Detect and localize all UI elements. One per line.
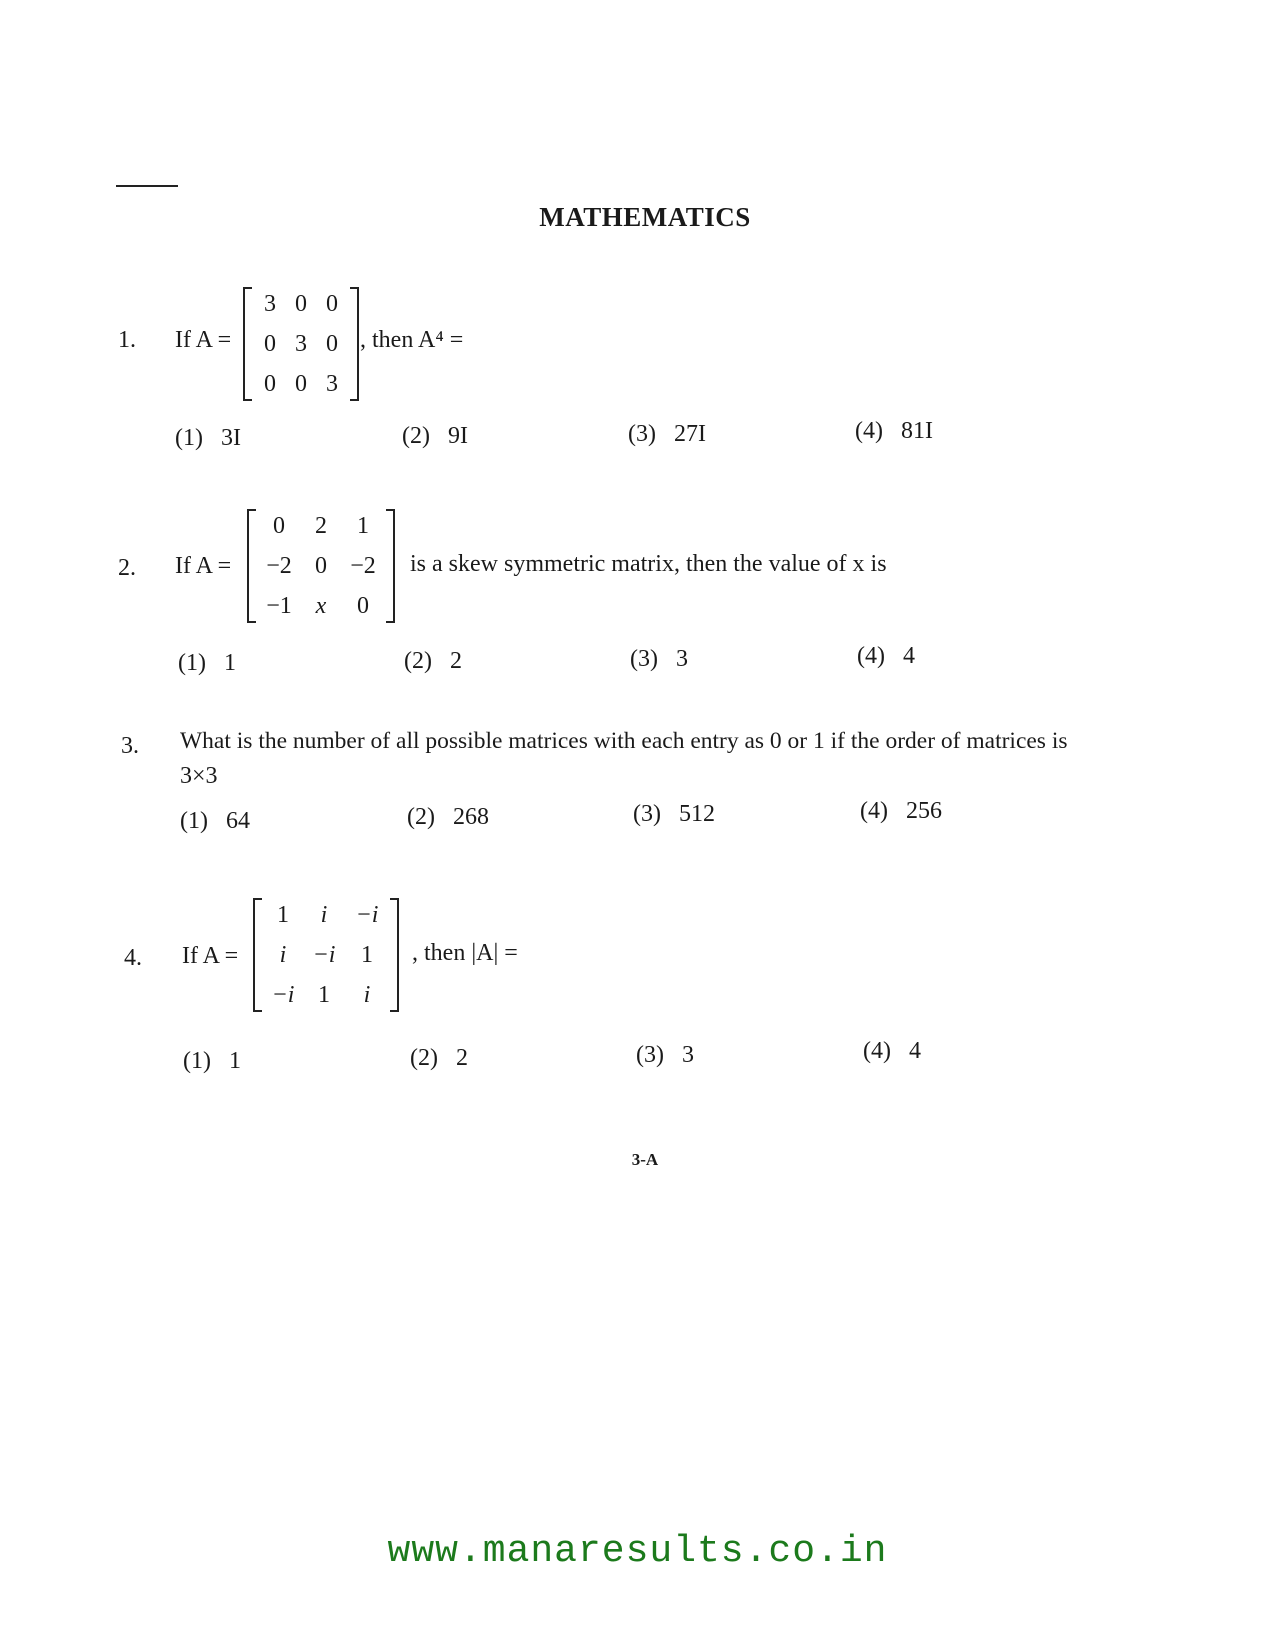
option-number: (1) [180, 808, 208, 834]
option-number: (4) [855, 418, 883, 444]
matrix-cell: x [315, 593, 327, 619]
question-4-option-3 [636, 1042, 694, 1069]
question-3-option-2 [407, 804, 489, 831]
option-value: 27I [673, 421, 706, 447]
matrix-cell: 0 [264, 331, 276, 357]
question-2-matrix [247, 509, 395, 623]
matrix-cell: 0 [264, 371, 276, 397]
matrix-cell: 2 [315, 513, 327, 539]
option-value: 81I [900, 418, 933, 444]
question-4-matrix [253, 898, 399, 1012]
option-value: 2 [449, 648, 462, 674]
option-number: (4) [857, 643, 885, 669]
option-number: (1) [183, 1048, 211, 1074]
matrix-cell: 0 [295, 371, 307, 397]
question-4-option-1 [183, 1048, 241, 1075]
question-1-option-1 [175, 425, 241, 452]
page-title: MATHEMATICS [539, 202, 751, 232]
matrix-cell: −i [312, 942, 336, 968]
question-3-option-1 [180, 808, 250, 835]
question-2-option-3 [630, 646, 688, 673]
option-value: 4 [908, 1038, 921, 1064]
option-number: (4) [863, 1038, 891, 1064]
option-number: (2) [407, 804, 435, 830]
option-number: (3) [628, 421, 656, 447]
option-value: 64 [225, 808, 250, 834]
option-value: 9I [447, 423, 468, 449]
matrix-cell: 1 [318, 982, 330, 1008]
question-1-suffix: , then A⁴ = [360, 327, 464, 353]
matrix-cell: 0 [273, 513, 285, 539]
question-1-option-3 [628, 421, 706, 448]
option-value: 1 [223, 650, 236, 676]
question-4-number: 4. [124, 945, 142, 971]
option-number: (2) [410, 1045, 438, 1071]
option-number: (3) [633, 801, 661, 827]
matrix-cell: 0 [357, 593, 369, 619]
matrix-cell: 3 [326, 371, 338, 397]
matrix-cell: −2 [350, 553, 376, 579]
question-3-number: 3. [121, 733, 139, 759]
question-2-prefix: If A = [175, 553, 232, 579]
matrix-cell: 3 [264, 291, 276, 317]
matrix-cell: i [320, 902, 328, 928]
matrix-cell: −2 [266, 553, 292, 579]
question-4-option-4 [863, 1038, 921, 1065]
matrix-cell: 3 [295, 331, 307, 357]
question-1-option-2 [402, 423, 468, 450]
question-3-option-3 [633, 801, 715, 828]
option-number: (3) [636, 1042, 664, 1068]
question-1-matrix [243, 287, 359, 401]
question-1-prefix: If A = [175, 327, 232, 353]
matrix-cell: −i [355, 902, 379, 928]
matrix-cell: 1 [357, 513, 369, 539]
matrix-cell: 1 [361, 942, 373, 968]
option-number: (2) [402, 423, 430, 449]
question-1-number: 1. [118, 327, 136, 353]
question-3-option-4 [860, 798, 942, 825]
option-number: (1) [175, 425, 203, 451]
matrix-cell: 0 [295, 291, 307, 317]
question-2-option-4 [857, 643, 915, 670]
footer-website: www.manaresults.co.in [387, 1530, 888, 1573]
question-3-text-line-2: 3×3 [180, 763, 218, 789]
option-value: 1 [228, 1048, 241, 1074]
option-number: (2) [404, 648, 432, 674]
option-value: 256 [905, 798, 942, 824]
header-rule [116, 185, 178, 187]
question-3-text-line-1: What is the number of all possible matrices with each entry as 0 or 1 if the order of matrices is [180, 728, 1068, 754]
question-2-suffix: is a skew symmetric matrix, then the value of x is [410, 551, 887, 577]
matrix-cell: 1 [277, 902, 289, 928]
question-2-number: 2. [118, 555, 136, 581]
matrix-cell: 0 [315, 553, 327, 579]
option-value: 512 [678, 801, 715, 827]
question-1-option-4 [855, 418, 933, 445]
question-2-option-2 [404, 648, 462, 675]
matrix-cell: 0 [326, 331, 338, 357]
matrix-cell: i [279, 942, 287, 968]
matrix-cell: −1 [266, 593, 292, 619]
question-4-option-2 [410, 1045, 468, 1072]
page-number: 3-A [631, 1150, 659, 1169]
option-number: (3) [630, 646, 658, 672]
option-number: (4) [860, 798, 888, 824]
option-value: 268 [452, 804, 489, 830]
option-value: 3I [220, 425, 241, 451]
option-number: (1) [178, 650, 206, 676]
matrix-cell: 0 [326, 291, 338, 317]
matrix-cell: i [363, 982, 371, 1008]
option-value: 4 [902, 643, 915, 669]
question-2-option-1 [178, 650, 236, 677]
matrix-cell: −i [271, 982, 295, 1008]
question-4-suffix: , then |A| = [412, 940, 518, 966]
option-value: 3 [675, 646, 688, 672]
option-value: 3 [681, 1042, 694, 1068]
question-4-prefix: If A = [182, 943, 239, 969]
option-value: 2 [455, 1045, 468, 1071]
